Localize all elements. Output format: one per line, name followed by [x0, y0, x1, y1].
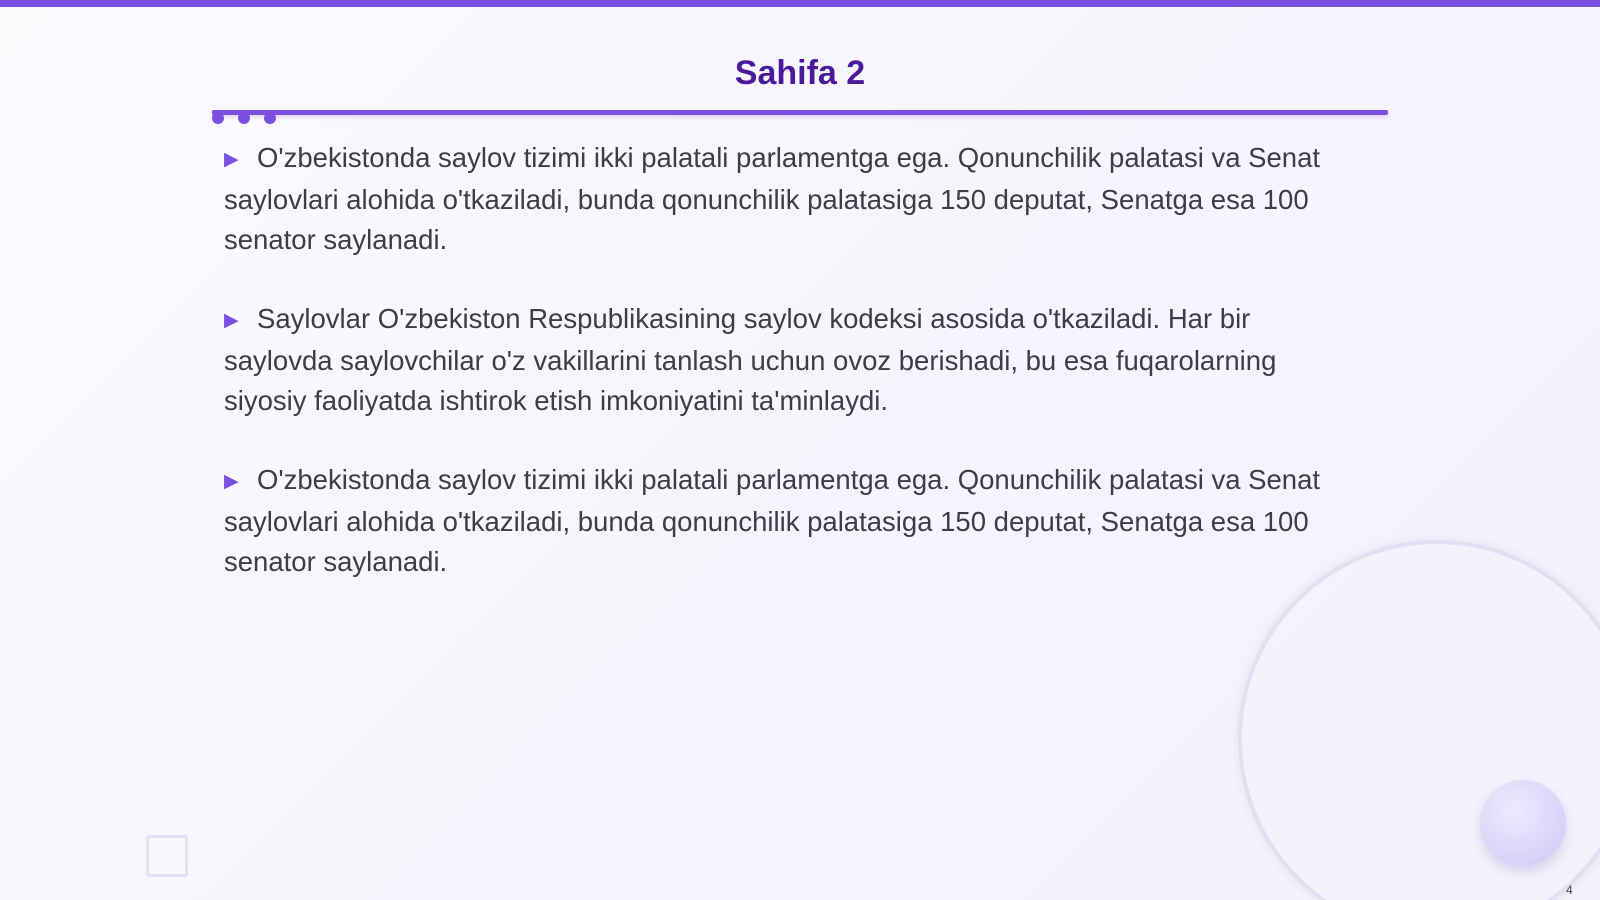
slide-content: [224, 138, 1364, 621]
decorative-dot: [238, 112, 250, 124]
decorative-dot: [264, 112, 276, 124]
slide-title: Sahifa 2: [734, 54, 866, 92]
bullet-paragraph: [224, 299, 1364, 421]
paragraph-text: O'zbekistonda saylov tizimi ikki palatali parlamentga ega. Qonunchilik palatasi va Senat saylovlari alohida o'tkaziladi, bunda qonunchilik palatasiga 150 deputat, Senatga esa 100 senator saylanadi.: [224, 464, 1321, 577]
bullet-paragraph: [224, 138, 1364, 260]
paragraph-text: Saylovlar O'zbekiston Respublikasining saylov kodeksi asosida o'tkaziladi. Har bir saylovda saylovchilar o'z vakillarini tanlash uchun ovoz berishadi, bu esa fuqarolarning siyosiy faoliyatda ishtirok etish imkoniyatini ta'minlaydi.: [224, 303, 1277, 416]
paragraph-text: O'zbekistonda saylov tizimi ikki palatali parlamentga ega. Qonunchilik palatasi va Senat saylovlari alohida o'tkaziladi, bunda qonunchilik palatasiga 150 deputat, Senatga esa 100 senator saylanadi.: [224, 142, 1321, 255]
play-triangle-icon: ▶: [224, 149, 239, 170]
top-accent-bar: [0, 0, 1600, 7]
decorative-square: [146, 835, 188, 877]
play-triangle-icon: ▶: [224, 310, 239, 331]
title-underline: [212, 110, 1388, 115]
decorative-sphere: [1480, 780, 1566, 866]
bullet-paragraph: [224, 460, 1364, 582]
play-triangle-icon: ▶: [224, 471, 239, 492]
decorative-dot: [212, 112, 224, 124]
page-number: 4: [1566, 883, 1573, 897]
